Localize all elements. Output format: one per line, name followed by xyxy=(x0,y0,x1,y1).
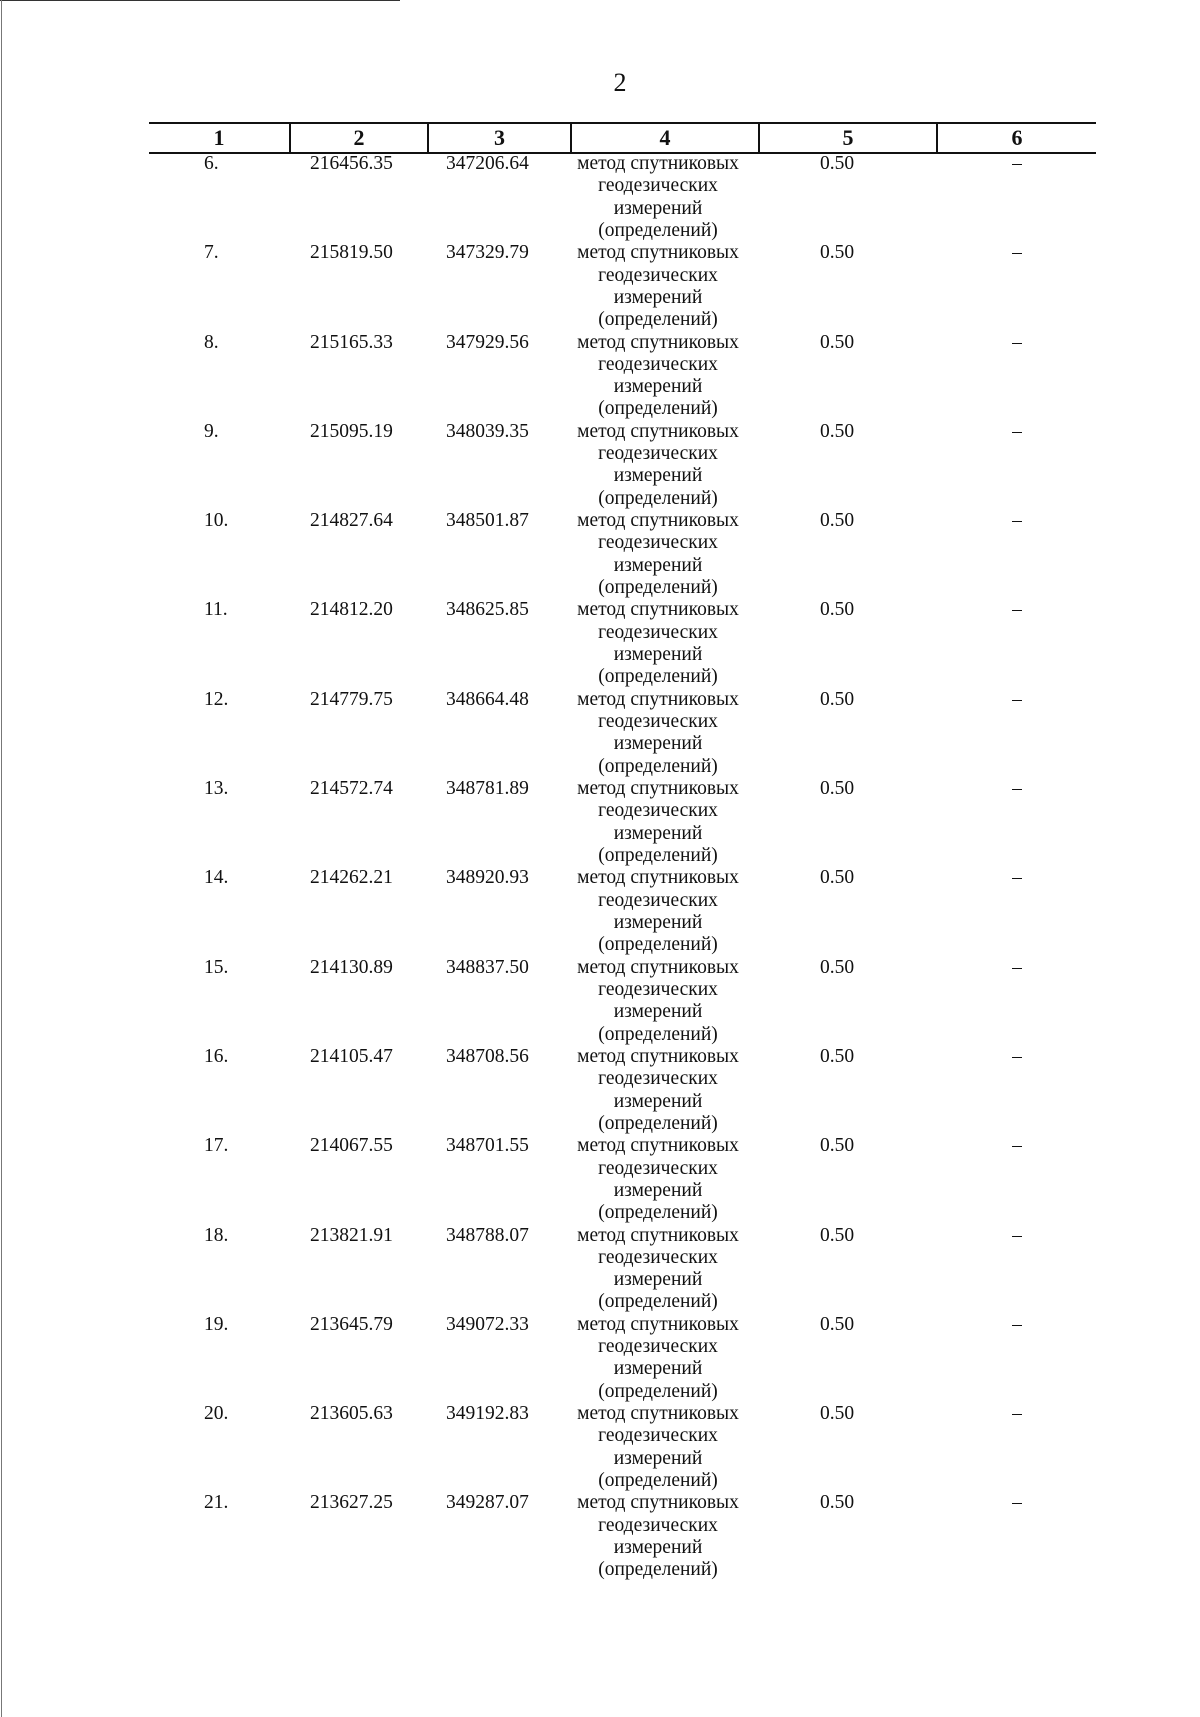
method-line: метод спутниковых xyxy=(577,1403,739,1425)
empty-dash: – xyxy=(1012,956,1022,978)
method-line: метод спутниковых xyxy=(577,778,739,800)
method-cell xyxy=(560,1046,756,1135)
empty-dash: – xyxy=(1012,1224,1022,1246)
top-edge-rule xyxy=(0,0,400,1)
empty-dash: – xyxy=(1012,1135,1022,1157)
method-line: геодезических xyxy=(598,1425,718,1447)
coordinate-x: 215165.33 xyxy=(310,331,393,353)
empty-dash: – xyxy=(1012,778,1022,800)
table-row xyxy=(0,1314,1200,1403)
coordinate-x: 213821.91 xyxy=(310,1224,393,1246)
coordinate-y: 348039.35 xyxy=(446,420,529,442)
accuracy-value: 0.50 xyxy=(820,1492,855,1514)
method-line: измерений xyxy=(613,1447,703,1469)
method-line: метод спутниковых xyxy=(577,1045,739,1067)
header-col-1: 1 xyxy=(213,125,225,150)
table-row xyxy=(0,1492,1200,1581)
method-line: измерений xyxy=(613,822,703,844)
method-line: (определений) xyxy=(598,755,718,777)
method-line: метод спутниковых xyxy=(577,867,739,889)
accuracy-value: 0.50 xyxy=(820,688,855,710)
method-line: метод спутниковых xyxy=(577,1313,739,1335)
empty-dash: – xyxy=(1012,153,1022,174)
method-line: метод спутниковых xyxy=(577,1224,739,1246)
method-line: измерений xyxy=(613,465,703,487)
method-line: измерений xyxy=(613,1537,703,1559)
table-row xyxy=(0,1135,1200,1224)
point-number: 17. xyxy=(204,1135,229,1157)
accuracy-value: 0.50 xyxy=(820,1135,855,1157)
method-line: измерений xyxy=(613,554,703,576)
accuracy-value: 0.50 xyxy=(820,867,855,889)
method-line: измерений xyxy=(613,286,703,308)
point-number: 8. xyxy=(204,331,219,353)
point-number: 16. xyxy=(204,1045,229,1067)
table-row xyxy=(0,421,1200,510)
method-line: измерений xyxy=(613,1001,703,1023)
point-number: 21. xyxy=(204,1492,229,1514)
table-row xyxy=(0,689,1200,778)
method-line: (определений) xyxy=(598,577,718,599)
method-line: измерений xyxy=(613,1179,703,1201)
point-number: 14. xyxy=(204,867,229,889)
method-cell xyxy=(560,153,756,242)
method-cell xyxy=(560,1403,756,1492)
table-row xyxy=(0,867,1200,956)
accuracy-value: 0.50 xyxy=(820,778,855,800)
method-line: (определений) xyxy=(598,1380,718,1402)
table-row xyxy=(0,599,1200,688)
method-line: метод спутниковых xyxy=(577,1135,739,1157)
accuracy-value: 0.50 xyxy=(820,1224,855,1246)
method-cell xyxy=(560,242,756,331)
method-line: метод спутниковых xyxy=(577,599,739,621)
method-line: геодезических xyxy=(598,621,718,643)
coordinate-y: 348781.89 xyxy=(446,778,529,800)
empty-dash: – xyxy=(1012,331,1022,353)
empty-dash: – xyxy=(1012,688,1022,710)
empty-dash: – xyxy=(1012,599,1022,621)
method-line: измерений xyxy=(613,197,703,219)
method-line: метод спутниковых xyxy=(577,242,739,264)
accuracy-value: 0.50 xyxy=(820,242,855,264)
method-line: измерений xyxy=(613,1090,703,1112)
method-cell xyxy=(560,1135,756,1224)
coordinate-y: 348788.07 xyxy=(446,1224,529,1246)
table-row xyxy=(0,242,1200,331)
header-col-6: 6 xyxy=(1011,125,1023,150)
method-line: геодезических xyxy=(598,532,718,554)
coordinate-y: 347929.56 xyxy=(446,331,529,353)
point-number: 12. xyxy=(204,688,229,710)
page-number: 2 xyxy=(613,68,627,97)
coordinate-x: 214067.55 xyxy=(310,1135,393,1157)
coordinate-x: 216456.35 xyxy=(310,153,393,174)
header-col-2: 2 xyxy=(353,125,365,150)
coordinate-y: 348708.56 xyxy=(446,1045,529,1067)
point-number: 9. xyxy=(204,420,219,442)
empty-dash: – xyxy=(1012,1313,1022,1335)
coordinate-y: 348664.48 xyxy=(446,688,529,710)
method-line: геодезических xyxy=(598,1514,718,1536)
method-cell xyxy=(560,510,756,599)
coordinate-y: 349072.33 xyxy=(446,1313,529,1335)
method-line: (определений) xyxy=(598,309,718,331)
table-row xyxy=(0,1403,1200,1492)
coordinate-y: 347329.79 xyxy=(446,242,529,264)
method-line: (определений) xyxy=(598,1202,718,1224)
coordinate-x: 214105.47 xyxy=(310,1045,393,1067)
method-line: (определений) xyxy=(598,1470,718,1492)
coordinate-y: 348837.50 xyxy=(446,956,529,978)
coordinate-y: 348701.55 xyxy=(446,1135,529,1157)
empty-dash: – xyxy=(1012,867,1022,889)
empty-dash: – xyxy=(1012,1045,1022,1067)
method-cell xyxy=(560,1314,756,1403)
table-row xyxy=(0,1046,1200,1135)
accuracy-value: 0.50 xyxy=(820,1313,855,1335)
point-number: 13. xyxy=(204,778,229,800)
accuracy-value: 0.50 xyxy=(820,153,855,174)
accuracy-value: 0.50 xyxy=(820,599,855,621)
method-line: (определений) xyxy=(598,487,718,509)
method-line: (определений) xyxy=(598,219,718,241)
accuracy-value: 0.50 xyxy=(820,1045,855,1067)
method-line: метод спутниковых xyxy=(577,1492,739,1514)
empty-dash: – xyxy=(1012,1492,1022,1514)
point-number: 7. xyxy=(204,242,219,264)
method-line: (определений) xyxy=(598,1023,718,1045)
coordinate-x: 214812.20 xyxy=(310,599,393,621)
table-row xyxy=(0,1225,1200,1314)
point-number: 6. xyxy=(204,153,219,174)
coordinate-x: 214262.21 xyxy=(310,867,393,889)
table-row xyxy=(0,510,1200,599)
method-line: (определений) xyxy=(598,398,718,420)
method-line: геодезических xyxy=(598,443,718,465)
header-col-4: 4 xyxy=(659,125,671,150)
method-cell xyxy=(560,778,756,867)
method-line: измерений xyxy=(613,1358,703,1380)
method-line: измерений xyxy=(613,644,703,666)
method-line: (определений) xyxy=(598,934,718,956)
point-number: 11. xyxy=(204,599,228,621)
point-number: 10. xyxy=(204,510,229,532)
method-line: метод спутниковых xyxy=(577,510,739,532)
method-line: геодезических xyxy=(598,175,718,197)
method-line: метод спутниковых xyxy=(577,331,739,353)
empty-dash: – xyxy=(1012,420,1022,442)
accuracy-value: 0.50 xyxy=(820,331,855,353)
table-row xyxy=(0,332,1200,421)
accuracy-value: 0.50 xyxy=(820,510,855,532)
method-line: геодезических xyxy=(598,711,718,733)
method-cell xyxy=(560,599,756,688)
method-line: геодезических xyxy=(598,353,718,375)
method-cell xyxy=(560,1225,756,1314)
method-line: геодезических xyxy=(598,1157,718,1179)
method-line: измерений xyxy=(613,1269,703,1291)
coordinate-y: 349192.83 xyxy=(446,1403,529,1425)
coordinate-x: 213605.63 xyxy=(310,1403,393,1425)
coordinate-x: 215819.50 xyxy=(310,242,393,264)
method-line: метод спутниковых xyxy=(577,153,739,174)
accuracy-value: 0.50 xyxy=(820,420,855,442)
method-line: измерений xyxy=(613,911,703,933)
table-body xyxy=(0,153,1200,1582)
coordinate-x: 214779.75 xyxy=(310,688,393,710)
method-cell xyxy=(560,421,756,510)
coordinate-x: 215095.19 xyxy=(310,420,393,442)
coordinate-y: 348920.93 xyxy=(446,867,529,889)
empty-dash: – xyxy=(1012,510,1022,532)
header-col-3: 3 xyxy=(494,125,505,150)
point-number: 19. xyxy=(204,1313,229,1335)
header-col-5: 5 xyxy=(842,125,854,150)
method-line: (определений) xyxy=(598,666,718,688)
method-line: геодезических xyxy=(598,800,718,822)
method-cell xyxy=(560,332,756,421)
coordinate-x: 213627.25 xyxy=(310,1492,393,1514)
method-line: метод спутниковых xyxy=(577,420,739,442)
coordinate-y: 348625.85 xyxy=(446,599,529,621)
empty-dash: – xyxy=(1012,1403,1022,1425)
method-line: геодезических xyxy=(598,1246,718,1268)
coordinate-y: 347206.64 xyxy=(446,153,529,174)
method-line: метод спутниковых xyxy=(577,956,739,978)
method-cell xyxy=(560,957,756,1046)
coordinate-x: 214827.64 xyxy=(310,510,393,532)
method-line: (определений) xyxy=(598,844,718,866)
method-line: измерений xyxy=(613,733,703,755)
point-number: 18. xyxy=(204,1224,229,1246)
accuracy-value: 0.50 xyxy=(820,956,855,978)
coordinate-x: 213645.79 xyxy=(310,1313,393,1335)
accuracy-value: 0.50 xyxy=(820,1403,855,1425)
method-line: (определений) xyxy=(598,1112,718,1134)
table-row xyxy=(0,778,1200,867)
coordinate-y: 348501.87 xyxy=(446,510,529,532)
method-line: измерений xyxy=(613,376,703,398)
method-cell xyxy=(560,1492,756,1581)
method-line: геодезических xyxy=(598,889,718,911)
coordinate-x: 214572.74 xyxy=(310,778,393,800)
method-line: (определений) xyxy=(598,1291,718,1313)
method-line: геодезических xyxy=(598,264,718,286)
table-row xyxy=(0,153,1200,242)
table-header xyxy=(149,122,1096,154)
empty-dash: – xyxy=(1012,242,1022,264)
method-cell xyxy=(560,867,756,956)
table-row xyxy=(0,957,1200,1046)
method-cell xyxy=(560,689,756,778)
coordinate-y: 349287.07 xyxy=(446,1492,529,1514)
method-line: геодезических xyxy=(598,1068,718,1090)
method-line: геодезических xyxy=(598,978,718,1000)
method-line: (определений) xyxy=(598,1559,718,1581)
point-number: 20. xyxy=(204,1403,229,1425)
method-line: геодезических xyxy=(598,1336,718,1358)
method-line: метод спутниковых xyxy=(577,688,739,710)
coordinate-x: 214130.89 xyxy=(310,956,393,978)
point-number: 15. xyxy=(204,956,229,978)
